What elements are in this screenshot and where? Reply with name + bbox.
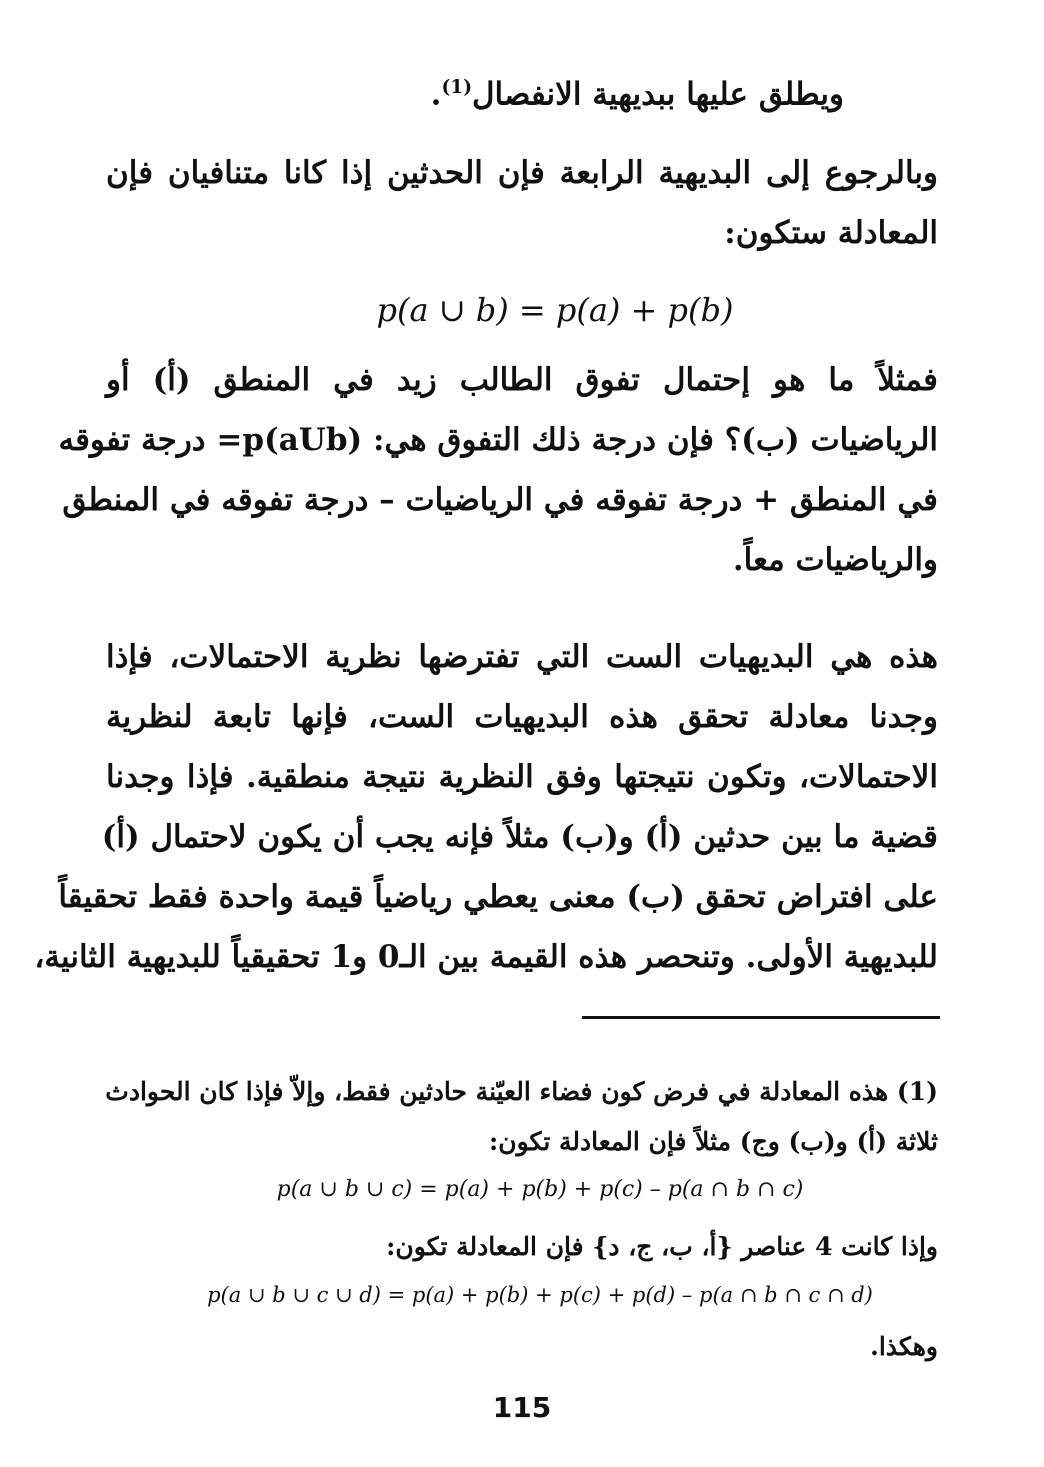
footnote-line-2: ثلاثة (أ) و(ب) وج) مثلاً فإن المعادلة تكون: (489, 1127, 938, 1156)
paragraph-4-line-4: قضية ما بين حدثين (أ) و(ب) مثلاً فإنه يجب أن يكون لاحتمال (أ) (101, 819, 938, 855)
footnote-separator (582, 1016, 940, 1019)
footnote-line-1: (1) هذه المعادلة في فرض كون فضاء العيّنة حادثين فقط، وإلاّ فإذا كان الحوادث (105, 1077, 938, 1106)
paragraph-3-line-3: في المنطق + درجة تفوقه في الرياضيات – درجة تفوقه في المنطق (62, 482, 938, 518)
paragraph-3-line-1: فمثلاً ما هو إحتمال تفوق الطالب زيد في المنطق (أ) أو (106, 362, 938, 398)
paragraph-4-line-5: على افتراض تحقق (ب) معنى يعطي رياضياً قيمة واحدة فقط تحقيقاً (58, 879, 938, 915)
footnote-ref: (1) (441, 77, 473, 98)
paragraph-4-line-2: وجدنا معادلة تحقق هذه البديهيات الست، فإنها تابعة لنظرية (106, 699, 938, 735)
paragraph-1-line-1 (431, 68, 844, 114)
p1-period: . (430, 76, 442, 113)
paragraph-4-line-6: للبديهية الأولى. وتنحصر هذه القيمة بين الـ0 و1 تحقيقياً للبديهية الثانية، (34, 939, 938, 975)
paragraph-4-line-3: الاحتمالات، وتكون نتيجتها وفق النظرية نتيجة منطقية. فإذا وجدنا (106, 759, 938, 795)
footnote-formula-1: p(a ∪ b ∪ c) = p(a) + p(b) + p(c) – p(a ∩ b ∩ c) (276, 1177, 804, 1202)
page-number: 115 (492, 1391, 552, 1424)
footnote-line-3: وإذا كانت 4 عناصر {أ، ب، ج، د} فإن المعادلة تكون: (386, 1232, 938, 1261)
paragraph-3-line-4: والرياضيات معاً. (732, 542, 938, 578)
formula-main: p(a ∪ b) = p(a) + p(b) (376, 291, 734, 329)
footnote-line-4: وهكذا. (870, 1332, 938, 1361)
p1-text: ويطلق عليها ببديهية الانفصال (472, 76, 844, 113)
paragraph-4-line-1: هذه هي البديهيات الست التي تفترضها نظرية الاحتمالات، فإذا (106, 639, 938, 675)
paragraph-3-line-2: الرياضيات (ب)؟ فإن درجة ذلك التفوق هي: (p(aUb= درجة تفوقه (58, 422, 938, 458)
footnote-formula-2: p(a ∪ b ∪ c ∪ d) = p(a) + p(b) + p(c) + p(d) – p(a ∩ b ∩ c ∩ d) (207, 1283, 873, 1307)
paragraph-2-line-1: وبالرجوع إلى البديهية الرابعة فإن الحدثين إذا كانا متنافيان فإن (106, 155, 938, 191)
paragraph-2-line-2: المعادلة ستكون: (724, 215, 938, 251)
